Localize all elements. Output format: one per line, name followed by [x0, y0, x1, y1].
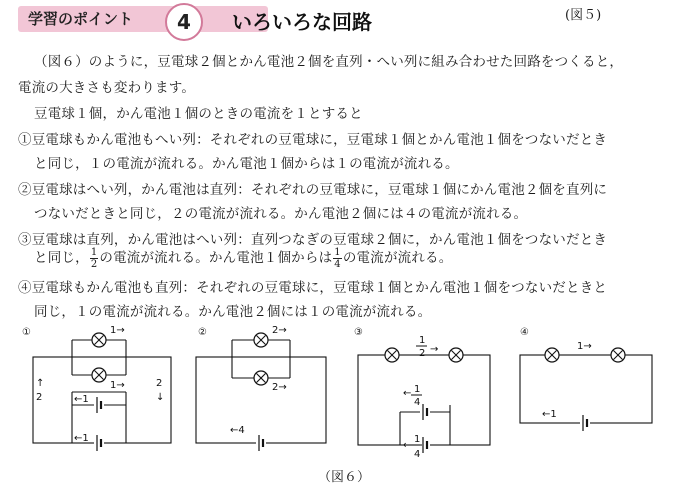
page-title: いろいろな回路	[232, 10, 372, 34]
circuit-3-frac-num: 1	[419, 335, 426, 346]
battery-icon	[420, 403, 430, 421]
bulb-icon	[254, 371, 268, 385]
circuit-3-label: ③	[354, 327, 363, 338]
circuit-1-bat-current: ←1	[74, 433, 89, 444]
header-tag: 学習のポイント	[28, 10, 134, 28]
battery-icon	[580, 414, 590, 432]
item2-line-b: つないだときと同じ，２の電流が流れる。かん電池２個には４の電流が流れる。	[34, 206, 528, 222]
svg-text:←: ←	[403, 388, 412, 399]
circuit-2-current: 2→	[272, 325, 287, 336]
svg-text:4: 4	[414, 449, 421, 460]
svg-text:4: 4	[414, 397, 421, 408]
svg-text:1: 1	[414, 434, 421, 445]
bulb-icon	[92, 368, 106, 382]
bulb-icon	[254, 333, 268, 347]
intro-line-3: 豆電球１個，かん電池１個のときの電流を１とすると	[34, 106, 363, 122]
figure-ref: (図５)	[565, 8, 602, 23]
battery-icon	[256, 434, 266, 452]
circuit-1-current: 1→	[110, 380, 125, 391]
circuit-1-label: ①	[22, 327, 31, 338]
circuit-1-bat-current: ←1	[74, 394, 89, 405]
svg-text:↓: ↓	[156, 392, 165, 403]
item1-line-b: と同じ，１の電流が流れる。かん電池１個からは１の電流が流れる。	[34, 156, 459, 172]
circuit-2-bat-current: ←4	[230, 425, 245, 436]
bulb-icon	[611, 348, 625, 362]
item4-line-a: ④豆電球もかん電池も直列：それぞれの豆電球に，豆電球１個とかん電池１個をつないだときと	[18, 280, 608, 296]
battery-icon	[94, 434, 104, 452]
circuit-4-bat-current: ←1	[542, 409, 557, 420]
svg-text:←: ←	[403, 440, 412, 451]
bulb-icon	[545, 348, 559, 362]
header-number: 4	[165, 3, 203, 41]
item3-line-a: ③豆電球は直列，かん電池はへい列：直列つなぎの豆電球２個に，かん電池１個をつないだとき	[18, 232, 608, 248]
circuit-4-current: 1→	[577, 341, 592, 352]
item2-line-a: ②豆電球はへい列，かん電池は直列：それぞれの豆電球に，豆電球１個にかん電池２個を直列に	[18, 182, 608, 198]
svg-text:→: →	[430, 344, 439, 355]
item4-line-b: 同じ，１の電流が流れる。かん電池２個には１の電流が流れる。	[34, 304, 432, 320]
item1-line-a: ①豆電球もかん電池もへい列：それぞれの豆電球に，豆電球１個とかん電池１個をつないだとき	[18, 132, 608, 148]
svg-text:↑: ↑	[36, 378, 45, 389]
intro-line-2: 電流の大きさも変わります。	[18, 80, 196, 96]
intro-line-1: （図６）のように，豆電球２個とかん電池２個を直列・へい列に組み合わせた回路をつくると，	[34, 54, 624, 70]
item3-pre: と同じ，	[34, 250, 89, 266]
fraction-quarter: $\frac{1}{4}$	[334, 247, 341, 270]
bulb-icon	[385, 348, 399, 362]
item3-mid: の電流が流れる。かん電池１個からは	[99, 250, 333, 266]
figure-caption: （図６）	[318, 470, 371, 485]
circuit-1-left: 2	[36, 392, 43, 403]
item3-post: の電流が流れる。	[342, 250, 453, 266]
circuit-2-current: 2→	[272, 382, 287, 393]
circuit-2-label: ②	[198, 327, 207, 338]
circuit-1-right: 2	[156, 378, 163, 389]
fraction-half: $\frac{1}{2}$	[90, 247, 98, 270]
svg-text:1: 1	[414, 384, 421, 395]
battery-icon	[94, 396, 104, 414]
bulb-icon	[92, 333, 106, 347]
circuit-3-frac-den: 2	[419, 348, 426, 359]
bulb-icon	[449, 348, 463, 362]
circuit-1-current: 1→	[110, 325, 125, 336]
circuit-4-label: ④	[520, 327, 529, 338]
